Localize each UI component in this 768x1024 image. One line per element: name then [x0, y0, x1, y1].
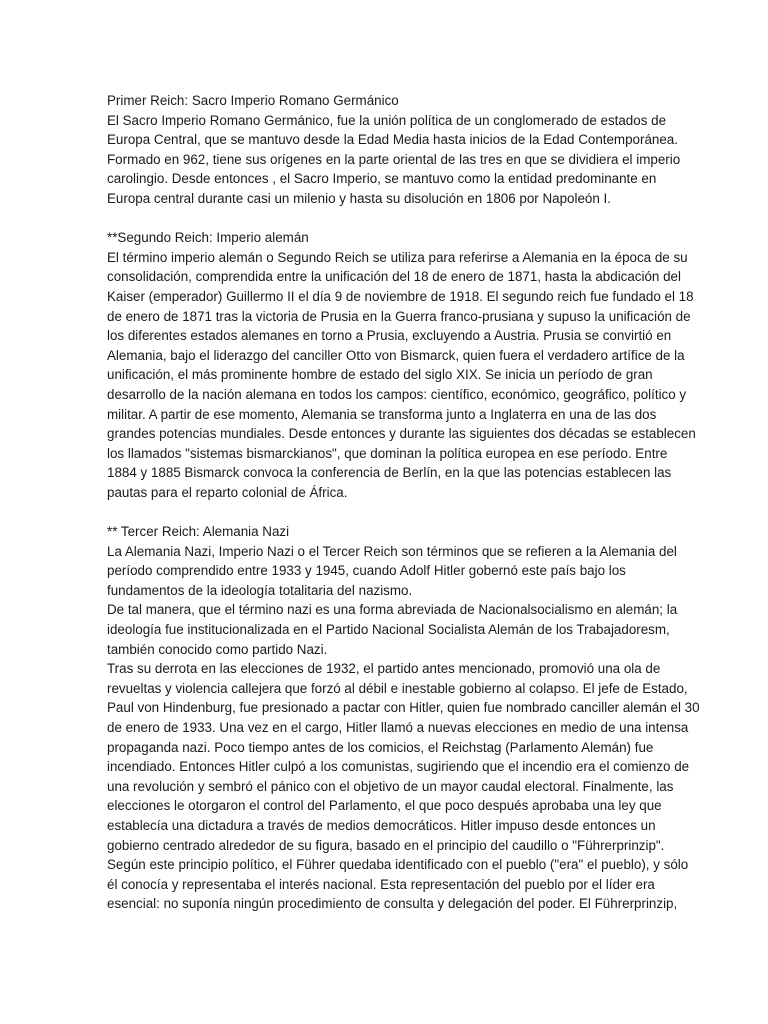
text-line: El Sacro Imperio Romano Germánico, fue la unión política de un conglomerado de estados de	[107, 112, 667, 128]
text-line: militar. A partir de ese momento, Alemania se transforma junto a Inglaterra en una de las dos	[107, 406, 657, 422]
document-body	[107, 91, 700, 914]
document-section	[107, 91, 681, 209]
text-line: incendiado. Entonces Hitler culpó a los comunistas, sugiriendo que el incendio era el comienzo de	[107, 759, 690, 775]
text-line: una revolución y sembró el pánico con el objetivo de un mayor caudal electoral. Finalmente, las	[107, 778, 674, 794]
text-line: período comprendido entre 1933 y 1945, cuando Adolf Hitler gobernó este país bajo los	[107, 563, 626, 579]
text-line: de enero de 1871 tras la victoria de Prusia en la Guerra franco-prusiana y supuso la unificación de	[107, 308, 691, 324]
document-section	[107, 522, 700, 914]
section-heading: ** Tercer Reich: Alemania Nazi	[107, 524, 290, 540]
text-line: Alemania, bajo el liderazgo del canciller Otto von Bismarck, quien fuera el verdadero artífice de la	[107, 347, 685, 363]
text-line: él conocía y representaba el interés nacional. Esta representación del pueblo por el líder era	[107, 876, 655, 892]
text-line: desarrollo de la nación alemana en todos los campos: científico, económico, geográfico, político y	[107, 386, 687, 402]
text-line: pautas para el reparto colonial de África.	[107, 484, 348, 500]
text-line: los llamados "sistemas bismarckianos", que dominan la política europea en ese período. Entre	[107, 445, 668, 461]
text-line: propaganda nazi. Poco tiempo antes de los comicios, el Reichstag (Parlamento Alemán) fue	[107, 739, 654, 755]
text-line: esencial: no suponía ningún procedimiento de consulta y delegación del poder. El Führerprinzip,	[107, 896, 678, 912]
text-line: de enero de 1933. Una vez en el cargo, Hitler llamó a nuevas elecciones en medio de una intensa	[107, 720, 689, 735]
text-line: carolingio. Desde entonces , el Sacro Imperio, se mantuvo como la entidad predominante en	[107, 171, 657, 187]
text-line: Tras su derrota en las elecciones de 1932, el partido antes mencionado, promovió una ola de	[107, 661, 661, 677]
text-line: La Alemania Nazi, Imperio Nazi o el Tercer Reich son términos que se refieren a la Alemania del	[107, 543, 677, 559]
text-line: El término imperio alemán o Segundo Reich se utiliza para referirse a Alemania en la época de su	[107, 249, 688, 265]
text-line: Según este principio político, el Führer quedaba identificado con el pueblo ("era" el pueblo), y sólo	[107, 857, 689, 873]
text-line: revueltas y violencia callejera que forzó al débil e inestable gobierno al colapso. El jefe de Estado,	[107, 680, 688, 696]
text-line: gobierno centrado alrededor de su figura, basado en el principio del caudillo o "Führerprinzip".	[107, 837, 665, 853]
text-line: Paul von Hindenburg, fue presionado a pactar con Hitler, quien fue nombrado canciller alemán el 30	[107, 700, 700, 716]
text-line: también conocido como partido Nazi.	[107, 641, 328, 657]
paragraph-gap	[107, 209, 667, 229]
text-line: Formado en 962, tiene sus orígenes en la parte oriental de las tres en que se dividiera el imperio	[107, 151, 681, 167]
text-line: grandes potencias mundiales. Desde entonces y durante las siguientes dos décadas se establecen	[107, 426, 696, 442]
section-heading: Primer Reich: Sacro Imperio Romano Germánico	[107, 93, 399, 108]
text-line: establecía una dictadura a través de medios democráticos. Hitler impuso desde entonces un	[107, 817, 656, 833]
paragraph-gap	[107, 502, 667, 522]
section-heading: **Segundo Reich: Imperio alemán	[107, 230, 309, 246]
text-line: 1884 y 1885 Bismarck convoca la conferencia de Berlín, en la que las potencias establecen las	[107, 465, 672, 481]
text-line: Europa central durante casi un milenio y hasta su disolución en 1806 por Napoleón I.	[107, 190, 611, 206]
text-line: los diferentes estados alemanes en torno a Prusia, excluyendo a Austria. Prusia se convirtió en	[107, 328, 672, 344]
text-line: ideología fue institucionalizada en el Partido Nacional Socialista Alemán de los Trabajadoresm,	[107, 622, 670, 638]
text-line: De tal manera, que el término nazi es una forma abreviada de Nacionalsocialismo en alemán; la	[107, 602, 678, 618]
text-line: Kaiser (emperador) Guillermo II el día 9 de noviembre de 1918. El segundo reich fue fundado el 18	[107, 288, 694, 304]
document-section	[107, 228, 696, 502]
text-line: fundamentos de la ideología totalitaria del nazismo.	[107, 582, 413, 598]
text-line: consolidación, comprendida entre la unificación del 18 de enero de 1871, hasta la abdicación del	[107, 269, 681, 285]
text-line: unificación, el más prominente hombre de estado del siglo XIX. Se inicia un período de gran	[107, 367, 653, 383]
text-line: Europa Central, que se mantuvo desde la Edad Media hasta inicios de la Edad Contemporánea.	[107, 132, 678, 148]
text-line: elecciones le otorgaron el control del Parlamento, el que poco después aprobaba una ley que	[107, 798, 662, 814]
